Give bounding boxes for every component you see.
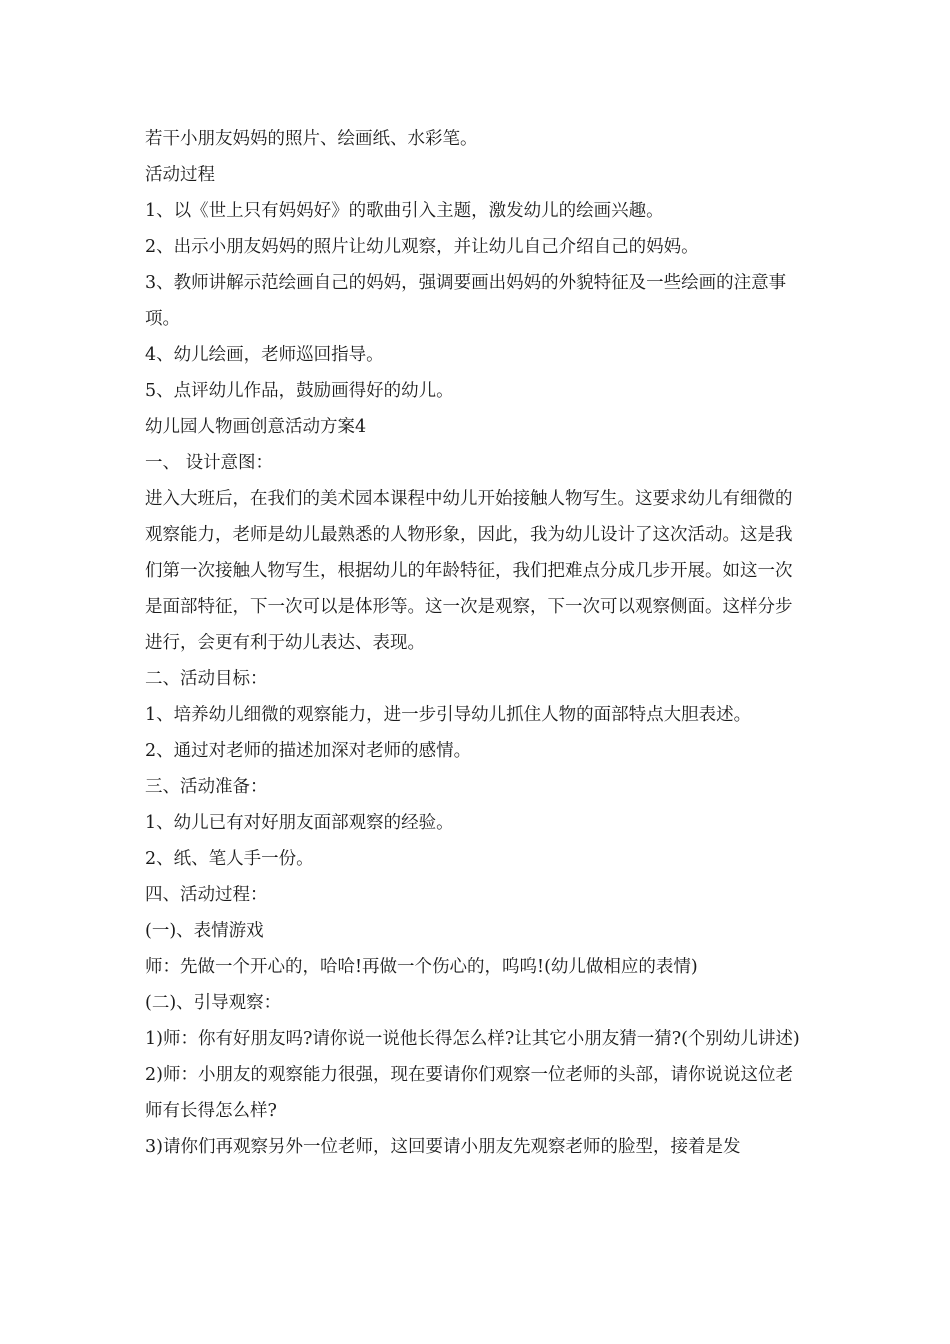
heading-activity-goals: 二、活动目标： [145,669,268,689]
paragraph-design-intent: 进入大班后，在我们的美术园本课程中幼儿开始接触人物写生。这要求幼儿有细微的观察能力，老师是幼儿最熟悉的人物形象，因此，我为幼儿设计了这次活动。这是我们第一次接触人物写生，根据幼儿的年龄特征，我们把难点分成几步开展。如这一次是面部特征，下一次可以是体形等。这一次是观察，下一次可以观察侧面。这样分步进行，会更有利于幼儿表达、表现。 [145,489,793,653]
heading-design-intent: 一、 设计意图： [145,453,274,473]
paragraph-observation-2: 2)师：小朋友的观察能力很强，现在要请你们观察一位老师的头部，请你说说这位老师有长得怎么样? [145,1065,793,1121]
section-title-plan-4: 幼儿园人物画创意活动方案4 [145,417,367,437]
paragraph-step-4: 4、幼儿绘画，老师巡回指导。 [145,345,384,365]
paragraph-materials: 若干小朋友妈妈的照片、绘画纸、水彩笔。 [145,129,478,149]
document-body [145,121,807,1165]
paragraph-preparation-1: 1、幼儿已有对好朋友面部观察的经验。 [145,813,454,833]
paragraph-observation-1: 1)师：你有好朋友吗?请你说一说他长得怎么样?让其它小朋友猜一猜?(个别幼儿讲述) [145,1029,800,1049]
heading-activity-process: 活动过程 [145,165,215,185]
paragraph-goal-2: 2、通过对老师的描述加深对老师的感情。 [145,741,472,761]
paragraph-goal-1: 1、培养幼儿细微的观察能力，进一步引导幼儿抓住人物的面部特点大胆表述。 [145,705,752,725]
heading-activity-steps: 四、活动过程： [145,885,268,905]
heading-activity-preparation: 三、活动准备： [145,777,268,797]
paragraph-step-2: 2、出示小朋友妈妈的照片让幼儿观察，并让幼儿自己介绍自己的妈妈。 [145,237,699,257]
subheading-expression-game: (一)、表情游戏 [145,921,264,941]
paragraph-step-3: 3、教师讲解示范绘画自己的妈妈，强调要画出妈妈的外貌特征及一些绘画的注意事项。 [145,273,787,329]
paragraph-observation-3: 3)请你们再观察另外一位老师，这回要请小朋友先观察老师的脸型，接着是发 [145,1137,741,1157]
paragraph-step-5: 5、点评幼儿作品，鼓励画得好的幼儿。 [145,381,454,401]
paragraph-step-1: 1、以《世上只有妈妈好》的歌曲引入主题，激发幼儿的绘画兴趣。 [145,201,664,221]
paragraph-teacher-expression: 师：先做一个开心的，哈哈!再做一个伤心的，呜呜!(幼儿做相应的表情) [145,957,698,977]
paragraph-preparation-2: 2、纸、笔人手一份。 [145,849,314,869]
subheading-guided-observation: (二)、引导观察： [145,993,282,1013]
